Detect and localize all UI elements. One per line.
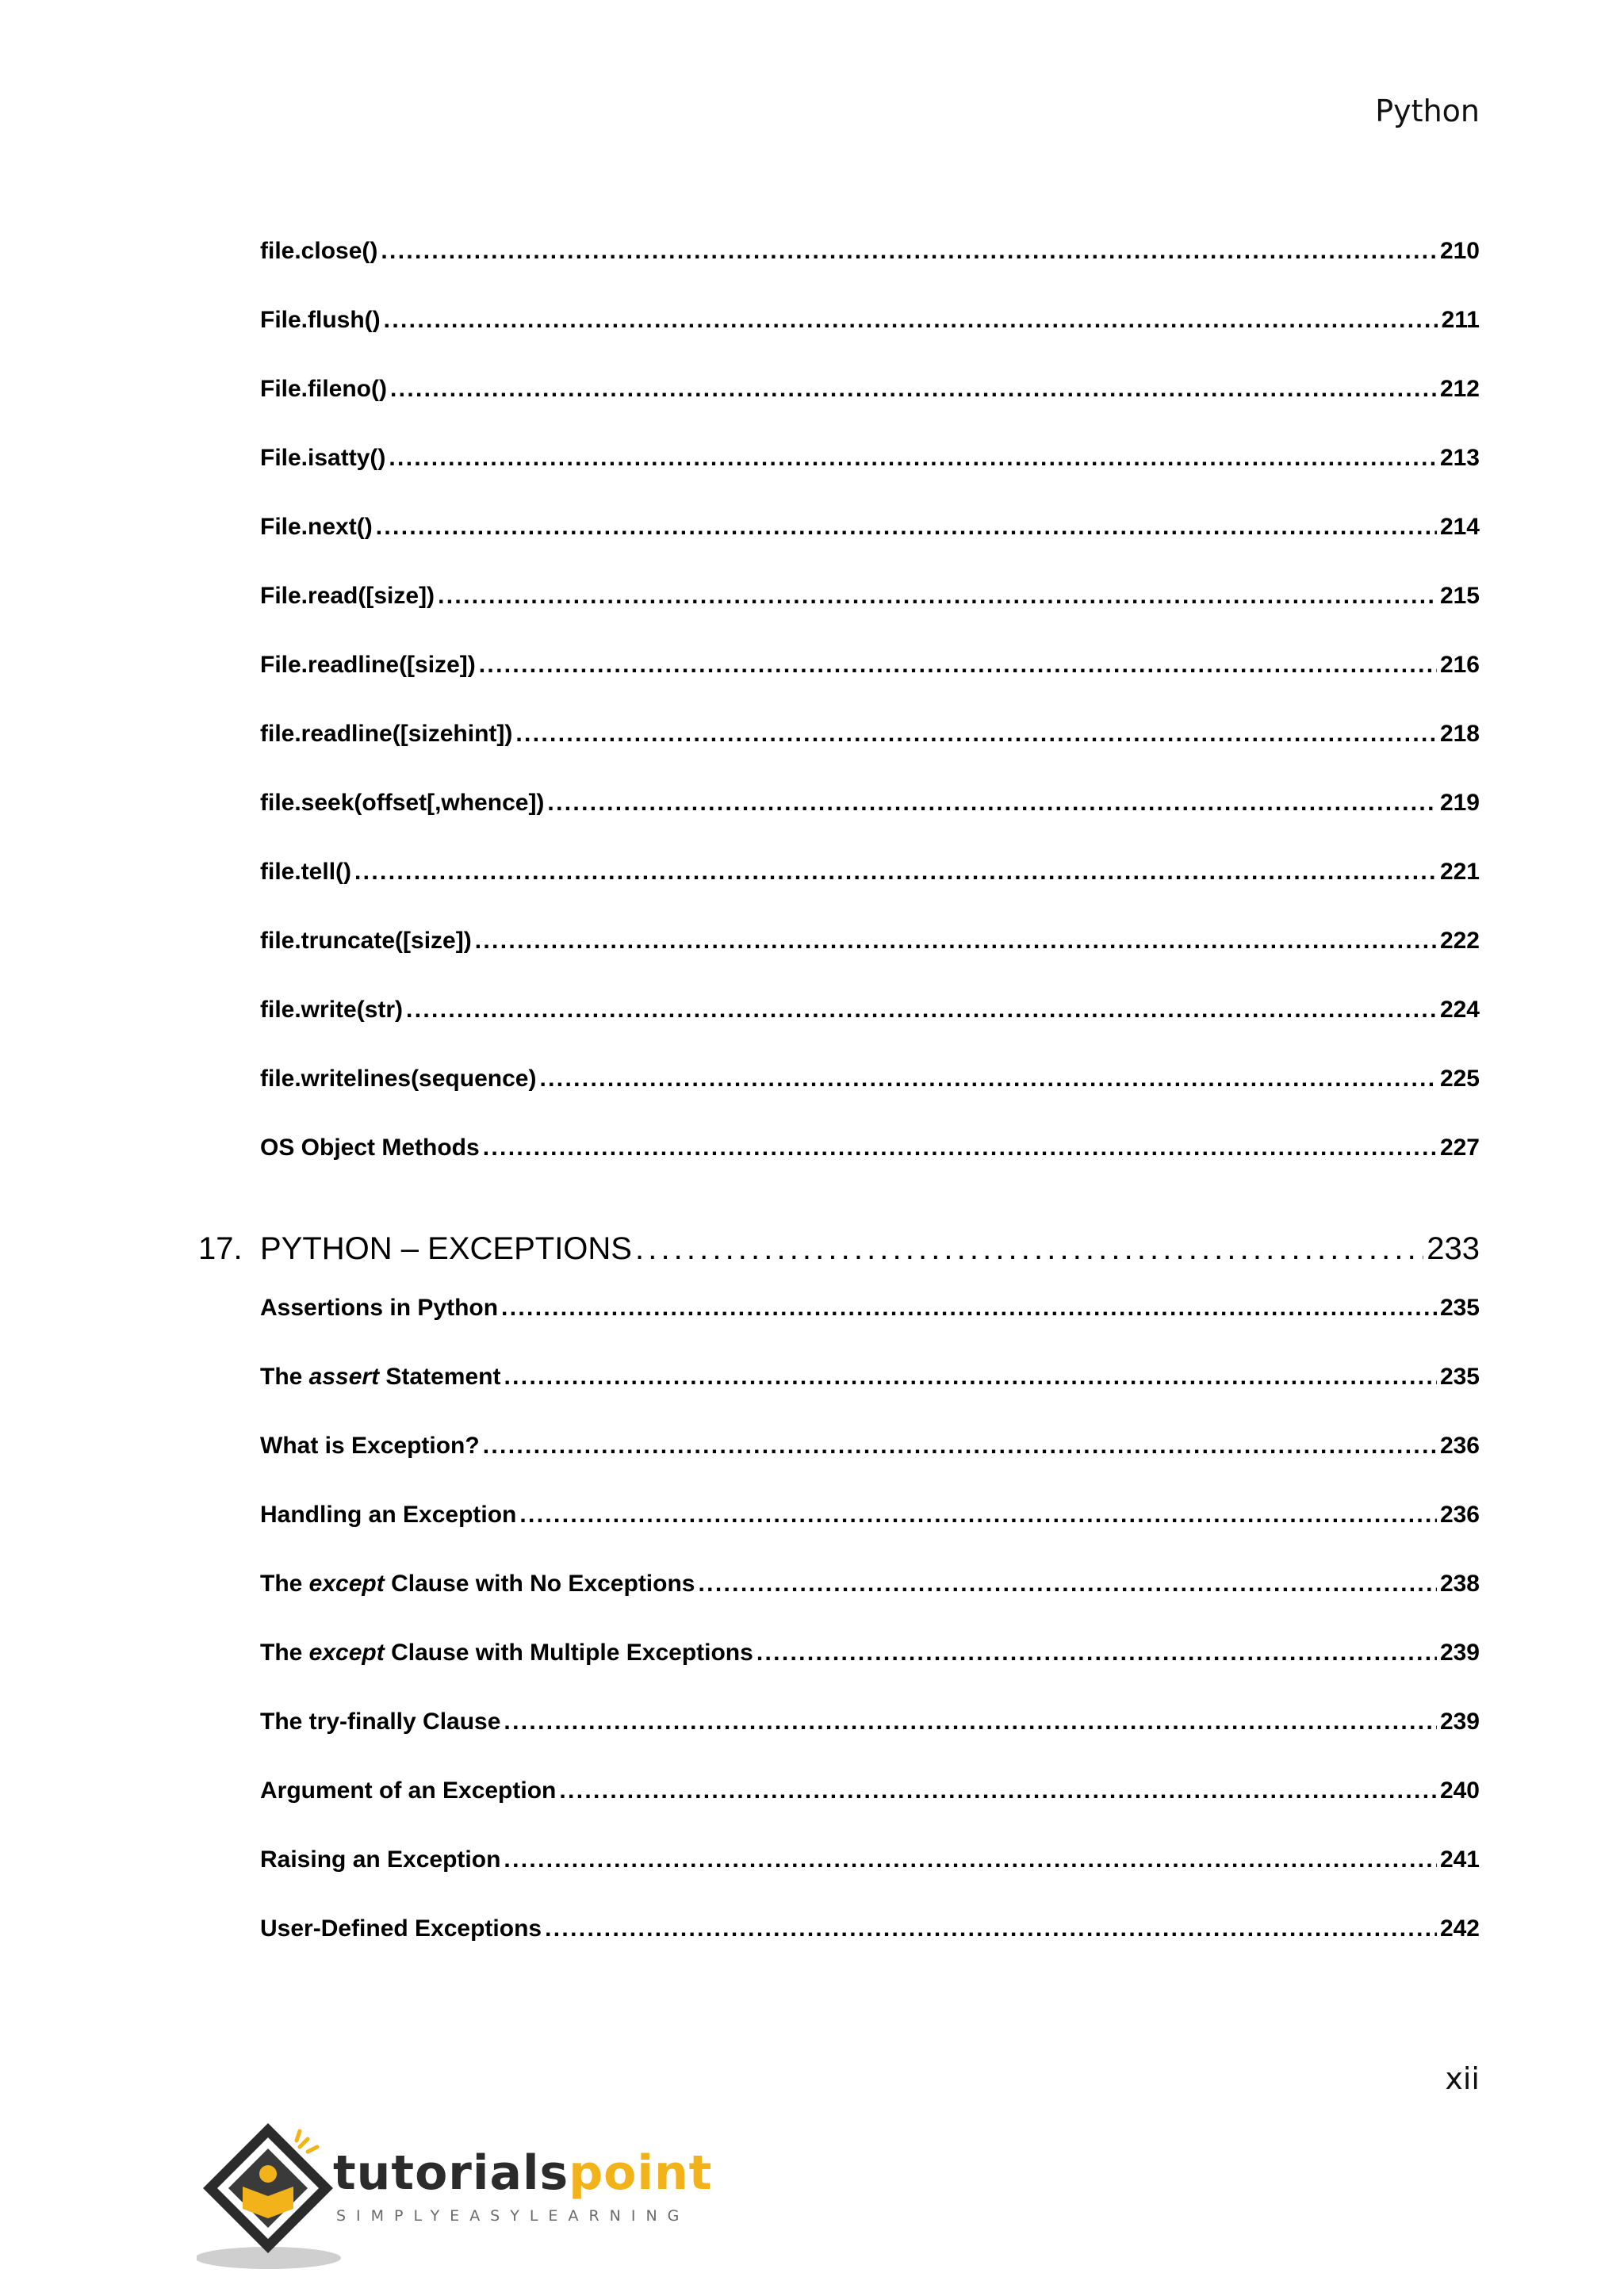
toc-entry[interactable] (260, 997, 1480, 1066)
toc-entry[interactable] (260, 859, 1480, 928)
toc-entry-page: 239 (1439, 1640, 1480, 1666)
title-emphasis: except (308, 1571, 385, 1597)
toc-entry-title: Argument of an Exception (260, 1777, 557, 1804)
dot-leader (390, 376, 1437, 403)
toc-entry-title (260, 1640, 753, 1667)
toc-entry-page: 236 (1439, 1502, 1480, 1528)
dot-leader (519, 1502, 1437, 1529)
title-prefix: The (260, 1364, 309, 1390)
dot-leader (504, 1709, 1437, 1735)
logo-wordmark: tutorialspoint (333, 2145, 713, 2201)
toc-entry[interactable] (260, 1571, 1480, 1640)
toc-entry-title: Raising an Exception (260, 1846, 501, 1873)
toc-entry-title: file.readline([sizehint]) (260, 721, 513, 747)
toc-entry-title: OS Object Methods (260, 1135, 480, 1161)
toc-entry[interactable] (260, 1915, 1480, 1984)
dot-leader (504, 1846, 1437, 1873)
toc-entry[interactable] (260, 514, 1480, 583)
toc-entry-page: 215 (1439, 583, 1480, 609)
toc-entry[interactable] (260, 1135, 1480, 1203)
toc-entry[interactable] (260, 721, 1480, 790)
toc-entry-page: 227 (1439, 1135, 1480, 1161)
toc-chapter-entry[interactable] (198, 1203, 1480, 1295)
title-prefix: The (260, 1571, 309, 1597)
dot-leader (381, 238, 1437, 265)
title-suffix: Clause with No Exceptions (384, 1571, 695, 1597)
toc-entry-page: 241 (1439, 1846, 1480, 1873)
toc-entry[interactable] (260, 1502, 1480, 1571)
dot-leader (438, 583, 1437, 610)
title-emphasis: except (308, 1640, 385, 1666)
toc-entry[interactable] (260, 1709, 1480, 1777)
dot-leader (483, 1135, 1437, 1161)
title-suffix: Statement (379, 1364, 501, 1390)
toc-entry-title: file.tell() (260, 859, 352, 885)
tutorialspoint-logo (197, 2117, 713, 2275)
toc-entry-page: 242 (1439, 1915, 1480, 1942)
toc-entry-title: file.close() (260, 238, 378, 264)
toc-entry-title: file.truncate([size]) (260, 928, 472, 954)
toc-entry-page: 212 (1439, 376, 1480, 402)
dot-leader (698, 1571, 1436, 1598)
dot-leader (389, 445, 1437, 472)
toc-entry[interactable] (260, 652, 1480, 721)
dot-leader (756, 1640, 1437, 1667)
logo-tagline: SIMPLYEASYLEARNING (336, 2207, 690, 2225)
dot-leader (545, 1915, 1437, 1942)
toc-entry-page: 213 (1439, 445, 1480, 471)
title-suffix: Clause with Multiple Exceptions (384, 1640, 753, 1666)
toc-entry-page: 219 (1439, 790, 1480, 816)
dot-leader (475, 928, 1437, 955)
logo-diamond-icon (197, 2117, 355, 2275)
toc-entry-title: file.seek(offset[,whence]) (260, 790, 545, 816)
title-prefix: The (260, 1640, 309, 1666)
toc-entry[interactable] (260, 238, 1480, 307)
toc-entry-page: 222 (1439, 928, 1480, 954)
toc-entry-title (260, 1571, 695, 1598)
toc-entry-title: File.next() (260, 514, 373, 540)
toc-entry-page: 224 (1439, 997, 1480, 1023)
toc-entry-title: file.write(str) (260, 997, 404, 1023)
toc-entry[interactable] (260, 1846, 1480, 1915)
toc-entry[interactable] (260, 1364, 1480, 1433)
toc-entry[interactable] (260, 790, 1480, 859)
toc-entry[interactable] (260, 1295, 1480, 1364)
toc-entry-page: 214 (1439, 514, 1480, 540)
toc-entry-page: 236 (1439, 1433, 1480, 1459)
toc-entry-title: File.read([size]) (260, 583, 435, 609)
toc-entry-page: 210 (1439, 238, 1480, 264)
toc-entry-page: 235 (1439, 1295, 1480, 1321)
toc-entry-page: 240 (1439, 1777, 1480, 1804)
running-header: Python (1375, 94, 1480, 128)
dot-leader (384, 307, 1438, 334)
toc-entry-title (260, 1364, 500, 1391)
page-number: xii (1445, 2061, 1480, 2096)
dot-leader (406, 997, 1437, 1024)
toc-entry-page: 211 (1441, 307, 1480, 333)
toc-entry-title: User-Defined Exceptions (260, 1915, 542, 1942)
toc-entry-page: 225 (1439, 1066, 1480, 1092)
toc-entry-title: Assertions in Python (260, 1295, 499, 1321)
toc-entry[interactable] (260, 376, 1480, 445)
toc-entry[interactable] (260, 307, 1480, 376)
toc-entry-title: What is Exception? (260, 1433, 480, 1459)
toc-entry-page: 239 (1439, 1709, 1480, 1735)
toc-entry-page: 221 (1439, 859, 1480, 885)
toc-entry[interactable] (260, 1433, 1480, 1502)
toc-entry-page: 238 (1439, 1571, 1480, 1597)
dot-leader (483, 1433, 1437, 1460)
dot-leader (635, 1231, 1423, 1267)
dot-leader (504, 1364, 1436, 1391)
chapter-page: 233 (1427, 1231, 1480, 1266)
toc-entry-title: File.isatty() (260, 445, 386, 471)
toc-entry[interactable] (260, 928, 1480, 997)
dot-leader (376, 514, 1437, 541)
title-emphasis: assert (308, 1364, 380, 1390)
dot-leader (501, 1295, 1437, 1322)
dot-leader (479, 652, 1437, 679)
toc-entry-page: 218 (1439, 721, 1480, 747)
toc-entry-title: The try-finally Clause (260, 1709, 501, 1735)
toc-entry[interactable] (260, 1066, 1480, 1135)
toc-entry[interactable] (260, 445, 1480, 514)
toc-entry-title: File.readline([size]) (260, 652, 476, 678)
toc-entry-page: 216 (1439, 652, 1480, 678)
toc-entry-title: file.writelines(sequence) (260, 1066, 537, 1092)
toc-entry-page: 235 (1439, 1364, 1480, 1390)
dot-leader (547, 790, 1437, 817)
chapter-title: PYTHON – EXCEPTIONS (260, 1231, 632, 1266)
dot-leader (559, 1777, 1437, 1804)
toc-entry-title: File.fileno() (260, 376, 387, 402)
toc-entry-title: Handling an Exception (260, 1502, 517, 1528)
toc-entry[interactable] (260, 1640, 1480, 1709)
chapter-number: 17. (198, 1231, 243, 1266)
toc-entry[interactable] (260, 1777, 1480, 1846)
dot-leader (354, 859, 1437, 886)
toc-entry-title: File.flush() (260, 307, 381, 333)
dot-leader (515, 721, 1437, 748)
table-of-contents (198, 238, 1480, 1984)
toc-entry[interactable] (260, 583, 1480, 652)
dot-leader (539, 1066, 1436, 1093)
